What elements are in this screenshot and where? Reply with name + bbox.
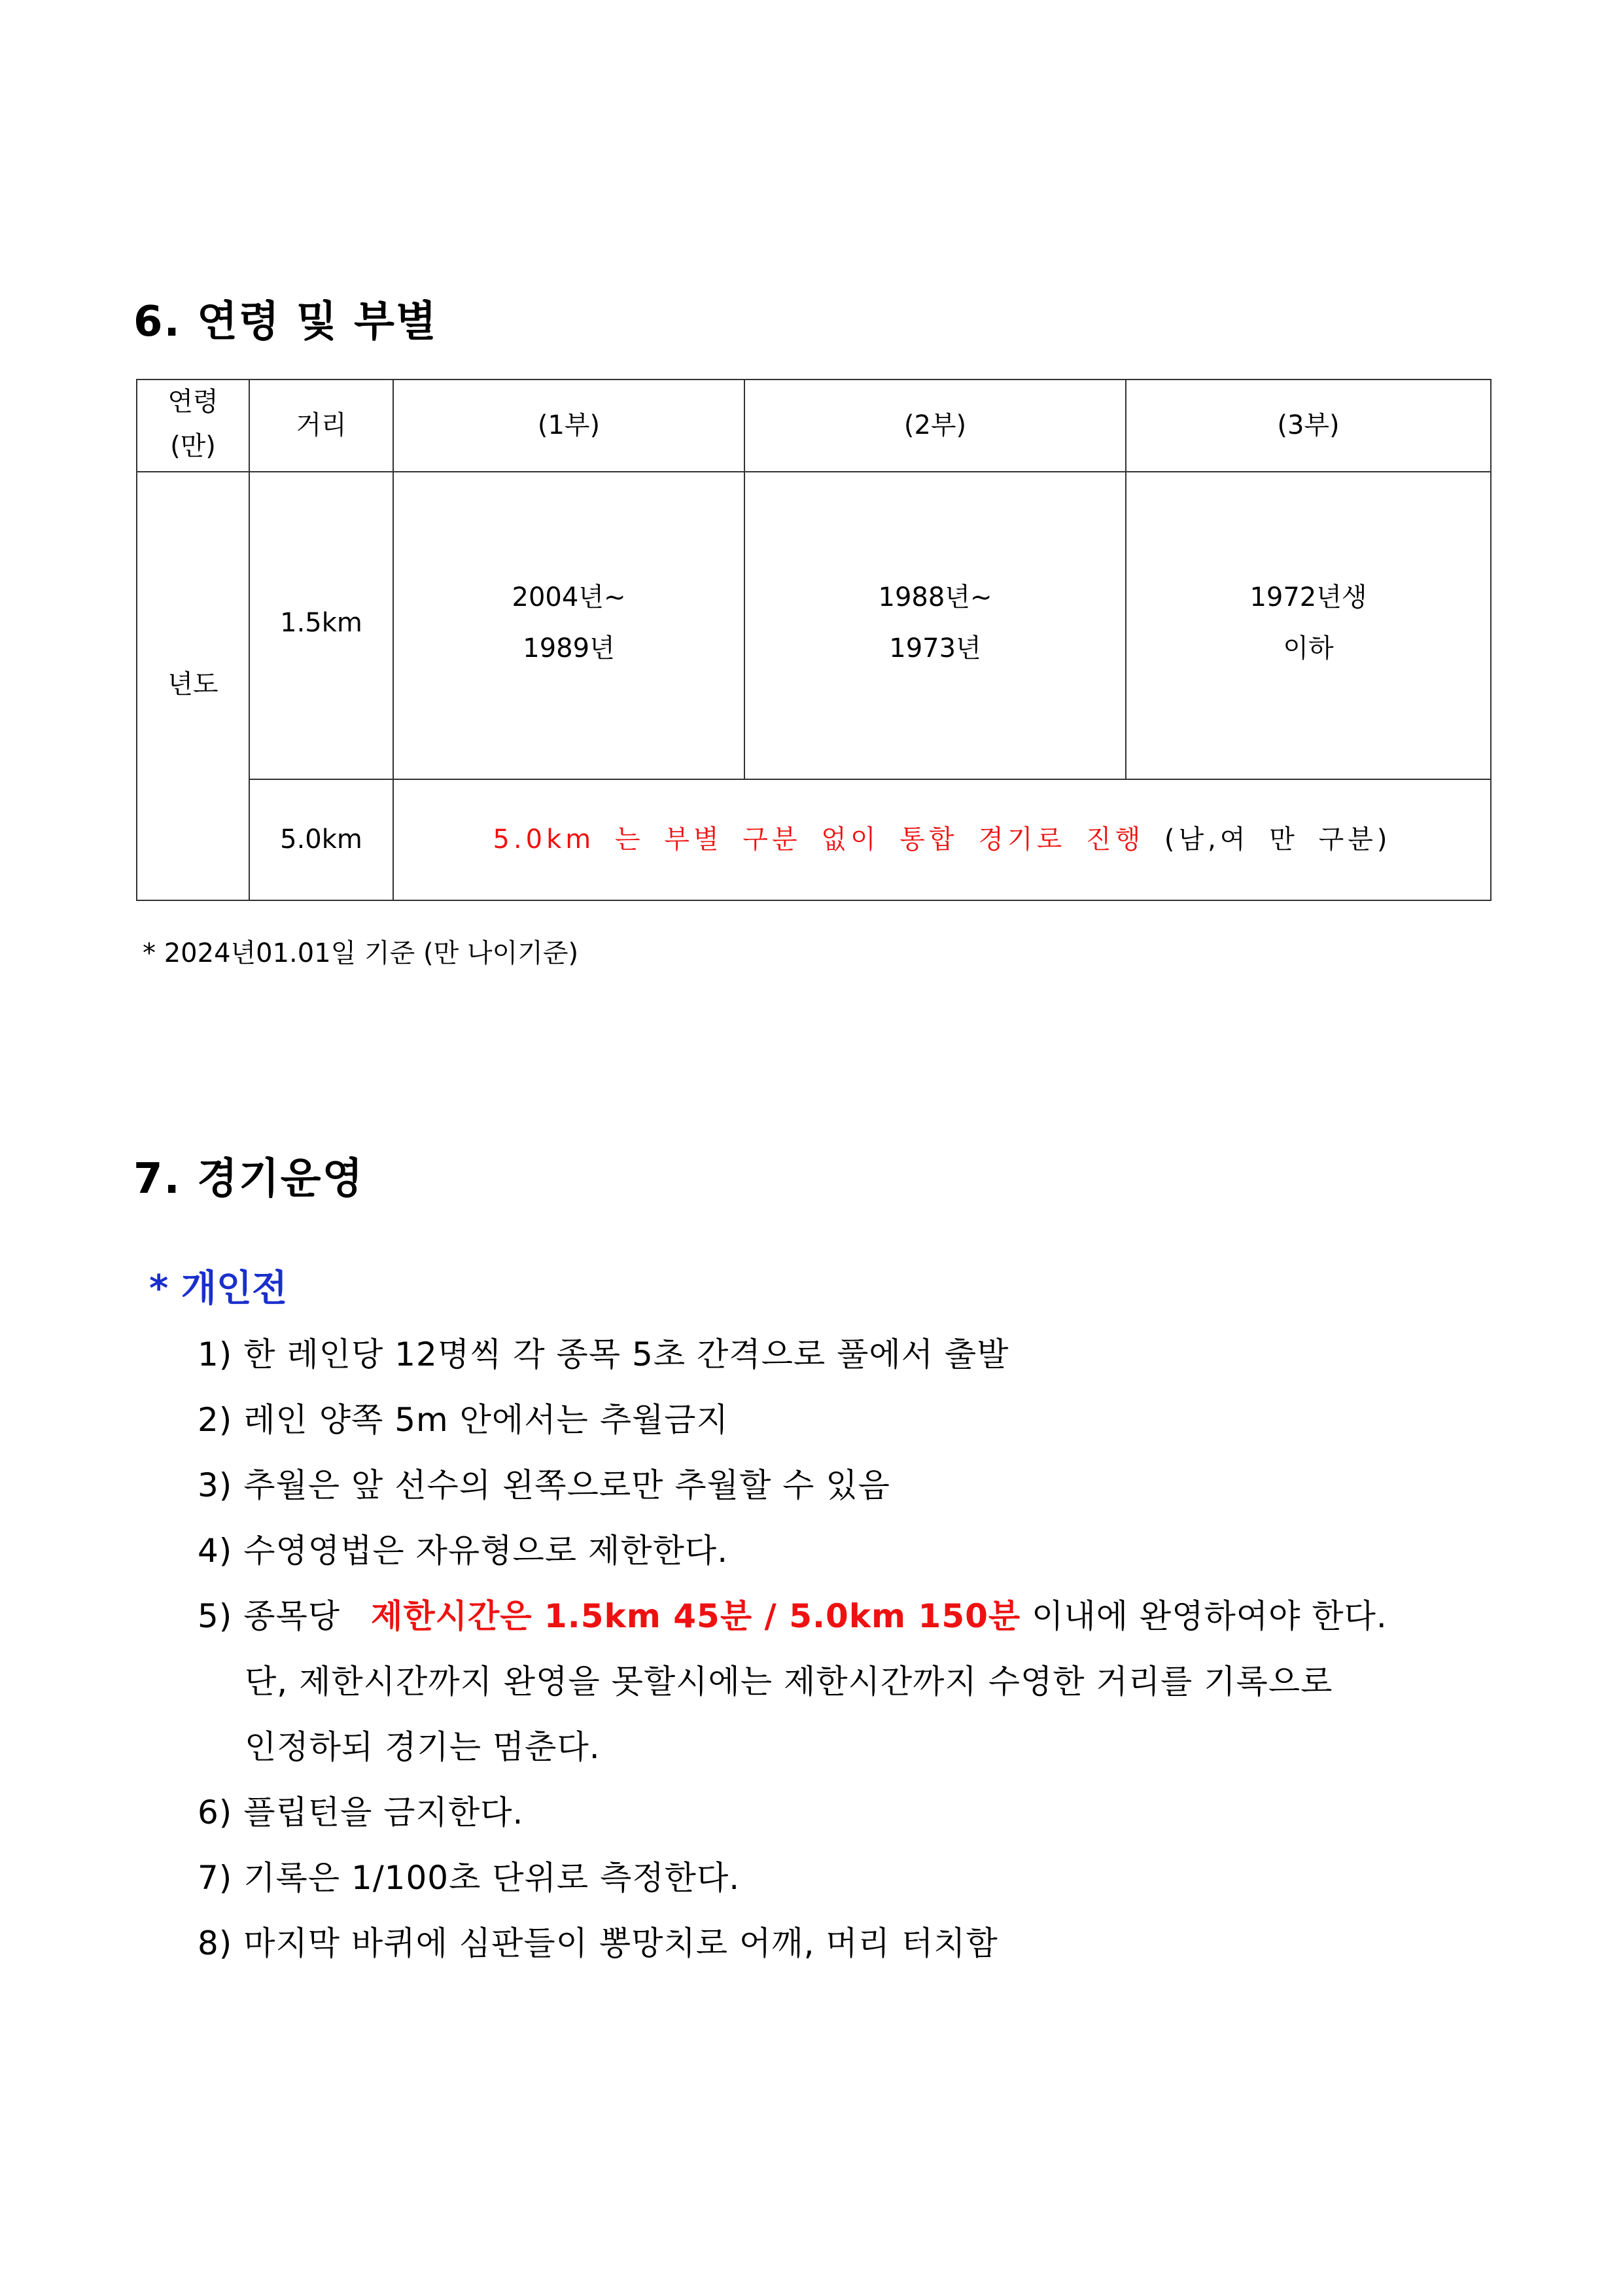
rule-5-suffix: 이내에 완영하여야 한다.	[1021, 1597, 1387, 1635]
rule-2: 2) 레인 양쪽 5m 안에서는 추월금지	[198, 1401, 729, 1439]
section-7-title: 7. 경기운영	[133, 1155, 364, 1203]
rule-5-prefix: 5) 종목당	[198, 1597, 352, 1635]
rule-5-continuation-2: 인정하되 경기는 멈춘다.	[245, 1728, 601, 1766]
rule-6: 6) 플립턴을 금지한다.	[198, 1793, 524, 1831]
header-age-line1: 연령	[167, 387, 218, 417]
section-6-title: 6. 연령 및 부별	[133, 298, 438, 346]
group3-year-start: 1972년생	[1249, 582, 1367, 612]
header-group-2: (2부)	[903, 410, 967, 440]
table-row-divider	[249, 779, 1492, 780]
age-group-table	[136, 379, 1492, 901]
header-distance: 거리	[296, 410, 347, 440]
row-5000-note	[394, 814, 1490, 865]
table-header-divider	[136, 471, 1492, 472]
footnote: * 2024년01.01일 기준 (만 나이기준)	[143, 938, 579, 968]
group2-year-end: 1973년	[889, 633, 981, 663]
individual-event-title: * 개인전	[149, 1267, 288, 1310]
distance-1500: 1.5km	[280, 608, 362, 638]
table-border-top	[136, 379, 1492, 380]
rule-7: 7) 기록은 1/100초 단위로 측정한다.	[198, 1859, 741, 1897]
rule-3: 3) 추월은 앞 선수의 왼쪽으로만 추월할 수 있음	[198, 1466, 890, 1504]
rule-5-continuation-1: 단, 제한시간까지 완영을 못할시에는 제한시간까지 수영한 거리를 기록으로	[245, 1663, 1333, 1701]
row-5000-note-red: 5.0km 는 부별 구분 없이 통합 경기로 진행	[493, 824, 1145, 855]
rule-4: 4) 수영영법은 자유형으로 제한한다.	[198, 1532, 729, 1570]
table-border-right	[1490, 379, 1492, 901]
distance-5000: 5.0km	[280, 824, 362, 855]
group3-year-end: 이하	[1283, 633, 1334, 663]
group1-year-start: 2004년~	[512, 582, 626, 612]
header-group-3: (3부)	[1277, 410, 1340, 440]
row-5000-note-black: (남,여 만 구분)	[1144, 824, 1391, 855]
header-group-1: (1부)	[537, 410, 601, 440]
rule-8: 8) 마지막 바퀴에 심판들이 뽕망치로 어깨, 머리 터치함	[198, 1924, 998, 1962]
header-age-line2: (만)	[170, 431, 216, 461]
group1-year-end: 1989년	[523, 633, 615, 663]
group2-year-start: 1988년~	[878, 582, 992, 612]
rule-1: 1) 한 레인당 12명씩 각 종목 5초 간격으로 풀에서 출발	[198, 1335, 1009, 1373]
table-border-bottom	[136, 900, 1492, 901]
row-label-year: 년도	[167, 669, 218, 699]
rule-5-time-limit: 제한시간은 1.5km 45분 / 5.0km 150분	[371, 1597, 1021, 1635]
rule-5	[198, 1590, 1387, 1637]
